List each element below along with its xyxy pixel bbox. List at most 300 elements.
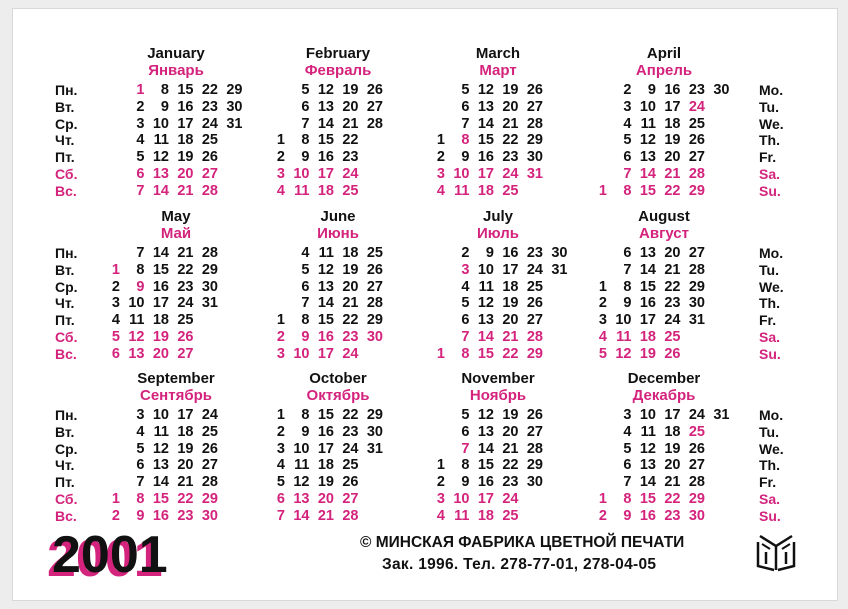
day-cell: 18 (664, 423, 681, 440)
day-cell: 16 (152, 278, 169, 295)
day-cell: 23 (688, 82, 705, 98)
weekday-ru: Чт. (55, 295, 75, 312)
day-cell: 30 (688, 507, 705, 524)
day-cell: 9 (485, 245, 494, 261)
day-cell: 23 (342, 149, 359, 166)
day-cell: 11 (153, 132, 169, 149)
day-cell: 19 (502, 295, 519, 312)
day-cell: 18 (317, 182, 334, 199)
month-name-en: March (475, 45, 521, 62)
day-cell: 16 (152, 507, 169, 524)
day-cell: 21 (342, 115, 359, 132)
day-cell: 13 (639, 457, 656, 474)
day-cell: 11 (129, 312, 145, 329)
day-cell: 19 (502, 407, 519, 423)
day-cell: 14 (639, 261, 656, 278)
day-cell: 17 (317, 345, 334, 362)
weekday-en: Mo. (759, 82, 784, 98)
day-cell: 22 (177, 261, 194, 278)
day-cell: 10 (293, 440, 310, 457)
day-cell: 4 (276, 457, 285, 474)
day-cell: 20 (664, 245, 681, 261)
day-cell: 9 (136, 278, 145, 295)
day-cell: 23 (502, 149, 519, 166)
day-cell: 25 (342, 182, 359, 199)
month-title (101, 208, 251, 242)
weekday-en: We. (759, 278, 784, 295)
day-cell: 19 (502, 82, 519, 98)
day-cell: 25 (201, 423, 218, 440)
day-cell: 9 (461, 149, 470, 166)
weekday-ru: Пн. (55, 407, 78, 423)
day-cell: 28 (201, 182, 218, 199)
day-cell: 28 (526, 115, 543, 132)
day-cell: 27 (366, 278, 383, 295)
day-cell: 3 (136, 407, 145, 423)
day-cell: 19 (177, 440, 194, 457)
day-cell: 15 (177, 82, 194, 98)
weekday-en: We. (759, 440, 784, 457)
day-cell: 21 (664, 261, 681, 278)
day-cell: 22 (502, 457, 519, 474)
weekday-en: Tu. (759, 261, 779, 278)
day-cell: 25 (201, 132, 218, 149)
day-cell: 21 (664, 166, 681, 182)
day-cell: 22 (177, 491, 194, 507)
day-cell: 3 (623, 407, 632, 423)
day-cell: 2 (436, 474, 445, 491)
month-name-en: February (305, 45, 371, 62)
day-cell: 29 (226, 82, 243, 98)
weekday-en: Fr. (759, 474, 777, 491)
day-cell: 17 (177, 115, 194, 132)
weekday-en: Sa. (759, 166, 781, 182)
weekday-en: Th. (759, 295, 780, 312)
day-cell: 20 (502, 423, 519, 440)
day-cell: 24 (201, 115, 218, 132)
day-cell: 24 (502, 166, 519, 182)
month-title (101, 370, 251, 404)
day-cell: 27 (688, 457, 705, 474)
month-title (263, 370, 413, 404)
calendar-card (12, 8, 838, 601)
day-cell: 10 (615, 312, 632, 329)
day-cell: 26 (526, 407, 543, 423)
day-cell: 26 (366, 82, 383, 98)
day-cell: 26 (688, 440, 705, 457)
day-cell: 17 (502, 261, 519, 278)
day-cell: 6 (623, 245, 632, 261)
day-cell: 16 (177, 98, 194, 115)
day-cell: 11 (153, 423, 169, 440)
day-cell: 29 (526, 132, 543, 149)
weekday-en: Su. (759, 182, 781, 199)
day-cell: 3 (276, 345, 285, 362)
day-cell: 1 (436, 132, 445, 149)
day-cell: 19 (664, 132, 681, 149)
day-cell: 18 (152, 312, 169, 329)
day-cell: 16 (317, 423, 334, 440)
day-cell: 1 (276, 312, 285, 329)
year-label: 2001 (52, 526, 168, 584)
day-cell: 10 (453, 166, 470, 182)
day-cell: 4 (623, 423, 632, 440)
day-cell: 5 (136, 149, 145, 166)
day-cell: 5 (623, 440, 632, 457)
day-cell: 1 (436, 345, 445, 362)
day-cell: 19 (664, 440, 681, 457)
day-cell: 23 (526, 245, 543, 261)
day-cell: 23 (664, 507, 681, 524)
day-cell: 3 (598, 312, 607, 329)
day-cell: 27 (201, 457, 218, 474)
day-cell: 12 (128, 329, 145, 345)
day-cell: 22 (664, 182, 681, 199)
day-cell: 2 (598, 295, 607, 312)
day-cell: 1 (436, 457, 445, 474)
day-cell: 4 (461, 278, 470, 295)
day-cell: 16 (639, 507, 656, 524)
day-cell: 1 (598, 182, 607, 199)
day-cell: 5 (461, 82, 470, 98)
day-cell: 16 (639, 295, 656, 312)
day-cell: 27 (688, 245, 705, 261)
day-cell: 6 (623, 149, 632, 166)
day-cell: 20 (502, 98, 519, 115)
day-cell: 15 (639, 182, 656, 199)
month-name-ru: Июнь (317, 225, 359, 242)
month-name-en: April (646, 45, 682, 62)
weekday-ru: Ср. (55, 278, 78, 295)
day-cell: 22 (664, 491, 681, 507)
day-cell: 30 (226, 98, 243, 115)
month-title (101, 45, 251, 79)
day-cell: 2 (623, 82, 632, 98)
weekday-en: Fr. (759, 149, 777, 166)
day-cell: 21 (342, 295, 359, 312)
day-cell: 31 (713, 407, 730, 423)
day-cell: 2 (276, 149, 285, 166)
weekday-ru: Сб. (55, 166, 78, 182)
day-cell: 15 (477, 457, 494, 474)
day-cell: 25 (502, 182, 519, 199)
day-cell: 18 (177, 423, 194, 440)
day-cell: 22 (201, 82, 218, 98)
month-name-ru: Май (160, 225, 192, 242)
day-cell: 24 (342, 345, 359, 362)
weekday-ru: Вт. (55, 98, 75, 115)
weekday-ru: Вс. (55, 345, 77, 362)
day-cell: 24 (526, 261, 543, 278)
day-cell: 19 (317, 474, 334, 491)
day-cell: 30 (713, 82, 730, 98)
day-cell: 21 (664, 474, 681, 491)
day-cell: 21 (177, 245, 194, 261)
day-cell: 28 (526, 329, 543, 345)
day-cell: 5 (276, 474, 285, 491)
weekday-ru: Пт. (55, 149, 75, 166)
weekday-en: Su. (759, 345, 781, 362)
day-cell: 23 (201, 98, 218, 115)
day-cell: 12 (639, 132, 656, 149)
day-cell: 25 (177, 312, 194, 329)
day-cell: 22 (664, 278, 681, 295)
weekday-en: Sa. (759, 491, 781, 507)
day-cell: 16 (477, 149, 494, 166)
day-cell: 25 (688, 423, 705, 440)
day-cell: 28 (688, 166, 705, 182)
day-cell: 1 (598, 278, 607, 295)
day-cell: 26 (526, 82, 543, 98)
day-cell: 29 (688, 278, 705, 295)
day-cell: 5 (461, 407, 470, 423)
day-cell: 14 (293, 507, 310, 524)
day-cell: 10 (293, 345, 310, 362)
day-cell: 20 (342, 98, 359, 115)
day-cell: 30 (201, 507, 218, 524)
weekday-ru: Ср. (55, 115, 78, 132)
day-cell: 1 (111, 261, 120, 278)
day-cell: 20 (177, 166, 194, 182)
day-cell: 23 (342, 329, 359, 345)
day-cell: 7 (136, 245, 145, 261)
day-cell: 12 (152, 149, 169, 166)
day-cell: 17 (477, 491, 494, 507)
day-cell: 1 (136, 82, 145, 98)
day-cell: 5 (623, 132, 632, 149)
day-cell: 21 (502, 115, 519, 132)
weekday-en: Tu. (759, 423, 779, 440)
day-cell: 8 (301, 132, 310, 149)
day-cell: 25 (366, 245, 383, 261)
day-cell: 24 (688, 98, 705, 115)
day-cell: 4 (436, 507, 445, 524)
day-cell: 4 (136, 132, 145, 149)
day-cell: 29 (688, 182, 705, 199)
day-cell: 23 (177, 507, 194, 524)
weekday-en: Tu. (759, 98, 779, 115)
day-cell: 6 (623, 457, 632, 474)
day-cell: 13 (152, 457, 169, 474)
day-cell: 2 (136, 98, 145, 115)
day-cell: 8 (160, 82, 169, 98)
day-cell: 18 (317, 457, 334, 474)
day-cell: 17 (177, 407, 194, 423)
day-cell: 9 (301, 149, 310, 166)
day-cell: 7 (461, 440, 470, 457)
day-cell: 20 (177, 457, 194, 474)
weekday-ru: Сб. (55, 329, 78, 345)
day-cell: 6 (111, 345, 120, 362)
day-cell: 12 (639, 440, 656, 457)
day-cell: 10 (293, 166, 310, 182)
day-cell: 29 (201, 491, 218, 507)
day-cell: 27 (526, 98, 543, 115)
weekday-ru: Ср. (55, 440, 78, 457)
month-name-en: August (638, 208, 690, 225)
day-cell: 30 (201, 278, 218, 295)
day-cell: 16 (477, 474, 494, 491)
day-cell: 26 (366, 261, 383, 278)
day-cell: 22 (342, 407, 359, 423)
day-cell: 17 (152, 295, 169, 312)
month-title (263, 208, 413, 242)
weekday-ru: Сб. (55, 491, 78, 507)
day-cell: 2 (276, 329, 285, 345)
day-cell: 5 (461, 295, 470, 312)
day-cell: 8 (623, 182, 632, 199)
day-cell: 5 (301, 261, 310, 278)
day-cell: 20 (342, 278, 359, 295)
day-cell: 4 (111, 312, 120, 329)
day-cell: 20 (664, 149, 681, 166)
day-cell: 9 (136, 507, 145, 524)
day-cell: 8 (623, 278, 632, 295)
month-name-en: May (161, 208, 191, 225)
day-cell: 28 (366, 115, 383, 132)
day-cell: 8 (301, 312, 310, 329)
day-cell: 29 (201, 261, 218, 278)
day-cell: 14 (152, 245, 169, 261)
day-cell: 3 (276, 440, 285, 457)
day-cell: 23 (342, 423, 359, 440)
weekday-ru: Пн. (55, 245, 78, 261)
month-name-en: June (320, 208, 356, 225)
day-cell: 12 (317, 261, 334, 278)
day-cell: 29 (366, 312, 383, 329)
day-cell: 11 (318, 245, 334, 261)
day-cell: 15 (317, 132, 334, 149)
day-cell: 27 (526, 423, 543, 440)
day-cell: 26 (688, 132, 705, 149)
day-cell: 28 (688, 261, 705, 278)
day-cell: 8 (461, 457, 470, 474)
day-cell: 5 (136, 440, 145, 457)
day-cell: 27 (366, 98, 383, 115)
month-name-en: October (309, 370, 367, 387)
day-cell: 22 (342, 132, 359, 149)
day-cell: 14 (639, 474, 656, 491)
day-cell: 1 (111, 491, 120, 507)
day-cell: 9 (160, 98, 169, 115)
day-cell: 2 (111, 278, 120, 295)
day-cell: 13 (639, 245, 656, 261)
day-cell: 1 (276, 132, 285, 149)
day-cell: 3 (461, 261, 470, 278)
day-cell: 10 (453, 491, 470, 507)
month-name-ru: Октябрь (306, 387, 370, 404)
day-cell: 26 (342, 474, 359, 491)
month-title (589, 208, 739, 242)
month-name-en: December (627, 370, 701, 387)
day-cell: 22 (502, 345, 519, 362)
weekday-en: Su. (759, 507, 781, 524)
day-cell: 30 (526, 149, 543, 166)
day-cell: 7 (623, 474, 632, 491)
month-name-en: January (147, 45, 205, 62)
day-cell: 21 (317, 507, 334, 524)
day-cell: 18 (177, 132, 194, 149)
weekday-en: Mo. (759, 407, 784, 423)
day-cell: 28 (201, 474, 218, 491)
weekday-en: Sa. (759, 329, 781, 345)
day-cell: 20 (664, 457, 681, 474)
day-cell: 29 (526, 345, 543, 362)
day-cell: 3 (623, 98, 632, 115)
month-name-ru: Февраль (304, 62, 372, 79)
day-cell: 20 (502, 312, 519, 329)
day-cell: 23 (177, 278, 194, 295)
day-cell: 24 (664, 312, 681, 329)
day-cell: 29 (366, 407, 383, 423)
month-title (423, 208, 573, 242)
day-cell: 6 (301, 278, 310, 295)
day-cell: 5 (598, 345, 607, 362)
weekday-ru: Чт. (55, 457, 75, 474)
month-name-ru: Апрель (635, 62, 693, 79)
day-cell: 13 (477, 423, 494, 440)
weekday-en: Th. (759, 132, 780, 149)
day-cell: 6 (136, 457, 145, 474)
day-cell: 2 (276, 423, 285, 440)
day-cell: 15 (152, 261, 169, 278)
month-name-ru: Март (479, 62, 517, 79)
day-cell: 9 (301, 423, 310, 440)
order-and-phone: Зак. 1996. Тел. 278-77-01, 278-04-05 (382, 556, 657, 573)
weekday-ru: Пт. (55, 474, 75, 491)
day-cell: 27 (688, 149, 705, 166)
day-cell: 13 (477, 98, 494, 115)
day-cell: 8 (136, 261, 145, 278)
day-cell: 18 (342, 245, 359, 261)
day-cell: 9 (623, 295, 632, 312)
month-name-ru: Январь (148, 62, 204, 79)
day-cell: 10 (152, 115, 169, 132)
day-cell: 7 (301, 115, 310, 132)
day-cell: 10 (152, 407, 169, 423)
day-cell: 4 (136, 423, 145, 440)
day-cell: 17 (317, 440, 334, 457)
day-cell: 26 (664, 345, 681, 362)
weekday-ru: Вт. (55, 423, 75, 440)
day-cell: 7 (136, 182, 145, 199)
day-cell: 20 (317, 491, 334, 507)
day-cell: 24 (688, 407, 705, 423)
day-cell: 3 (436, 491, 445, 507)
day-cell: 18 (664, 115, 681, 132)
day-cell: 20 (152, 345, 169, 362)
day-cell: 31 (688, 312, 705, 329)
day-cell: 19 (639, 345, 656, 362)
day-cell: 11 (640, 423, 656, 440)
day-cell: 12 (317, 82, 334, 98)
month-title (423, 370, 573, 404)
day-cell: 21 (502, 440, 519, 457)
day-cell: 15 (639, 491, 656, 507)
day-cell: 12 (477, 295, 494, 312)
day-cell: 14 (639, 166, 656, 182)
day-cell: 31 (226, 115, 243, 132)
day-cell: 24 (201, 407, 218, 423)
day-cell: 10 (477, 261, 494, 278)
day-cell: 12 (615, 345, 632, 362)
day-cell: 13 (293, 491, 310, 507)
month-title (589, 370, 739, 404)
day-cell: 30 (551, 245, 568, 261)
day-cell: 2 (461, 245, 470, 261)
day-cell: 5 (301, 82, 310, 98)
day-cell: 14 (477, 440, 494, 457)
